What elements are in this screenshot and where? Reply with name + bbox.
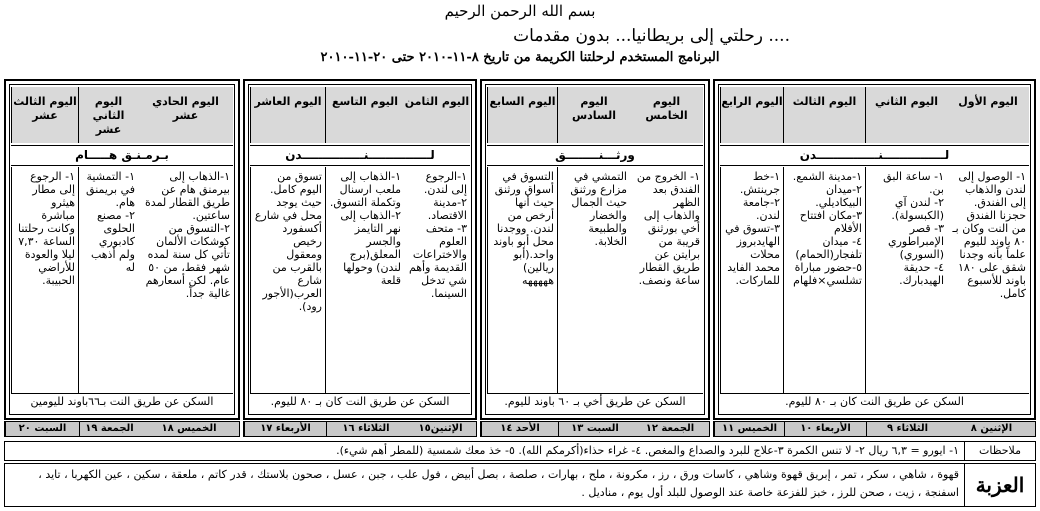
day-plan: ١- ساعة البق بن. ٢- لندن آي (الكبسولة). ٣- قصر الإمبراطوري (السوري) ٤- حديقة الهيدبارك. <box>865 167 947 393</box>
notes-row <box>4 441 1036 461</box>
day-header: اليوم الخامس <box>630 87 703 143</box>
hotel-info: السكن عن طريق النت كان بـ ٨٠ لليوم. <box>720 393 1029 410</box>
notes-text: ١- ايورو = ٦,٣ ريال ٢- لا تنس الكمرة ٣-علاج للبرد والصداع والمغص. ٤- غراء حذاء(أكرمكم الله). ٥- خذ معك شمسية (للمطر أهم شيء). <box>336 444 959 457</box>
day-plan: ١-الرجوع إلى لندن. ٢-مدينة الاقتصاد. ٣- متحف العلوم والاختراعات القديمة وأهم شي تدخل السينما. <box>408 170 467 300</box>
day-header: اليوم الثامن <box>404 87 470 143</box>
hotel-info: السكن عن طريق النت بـ٦٦باوند لليومين <box>11 393 233 410</box>
section-london-2 <box>243 79 477 420</box>
date-cell: الثلاثاء ١٦ <box>326 422 405 436</box>
day-plan: ١-مدينة الشمع. ٢-ميدان البيكاديلي. ٣-مكان افتتاح الأفلام ٤- ميدان تلفجار(الحمام) ٥-حضور مباراة تشلسي×فلهام <box>783 167 865 393</box>
supplies-row <box>4 463 1036 507</box>
hotel-info: السكن عن طريق النت كان بـ ٨٠ لليوم. <box>250 393 470 410</box>
day-header: اليوم التاسع <box>325 87 404 143</box>
dates-row-worthing <box>480 421 710 437</box>
section-worthing <box>480 79 710 420</box>
date-cell: السبت ١٣ <box>558 422 631 436</box>
day-plan: التمشي في مزارع ورثنق حيث الجمال والخضار والطبيعة الخلابة. <box>557 167 630 393</box>
day-header: اليوم السادس <box>557 87 630 143</box>
place-name: ورثـــنــــــــق <box>487 145 703 166</box>
day-plan: تسوق من اليوم كامل. حيث يوجد محل في شارع أكسفورد رخيص ومعقول بالقرب من شارع العرب(الأجور رود). <box>250 167 325 393</box>
day-header: اليوم الأول <box>947 87 1029 143</box>
date-cell: الخميس ١١ <box>714 422 784 436</box>
place-name: لـــــــــــــــنـــــــــــــــدن <box>720 145 1029 166</box>
supplies-text: قهوة ، شاهي ، سكر ، تمر ، إبريق قهوة وشاهي ، كاسات ورق ، رز ، مكرونة ، ملح ، بهارات ، صلصة ، بصل أبيض ، فول علب ، جبن ، عسل ، صحون بلاستك ، قدر كاتم ، ملعقة ، سكين ، عين الكهربا ، تايد ، اسفنجة ، زيت ، صحن للرز ، خبز للفزعة خاصة عند الوصول للبلد أول يوم ، مناديل . <box>38 468 959 499</box>
supplies-label: العزبة <box>964 464 1035 506</box>
section-birmingham <box>4 79 240 420</box>
day-header: اليوم الثالث <box>783 87 865 143</box>
dates-row-london-1 <box>713 421 1036 437</box>
date-cell: الإثنين ٨ <box>970 423 1013 434</box>
day-header: اليوم الثاني عشر <box>78 87 138 143</box>
notes-label: ملاحظات <box>964 442 1035 460</box>
section-london-1 <box>713 79 1036 420</box>
day-plan: التسوق في أسواق ورثنق حيث أنها أرخص من لندن. ووجدنا محل أبو باوند واحد.(أبو ريالين) هههههه <box>487 167 557 393</box>
dates-row-london-2 <box>243 421 477 437</box>
day-header: اليوم الحادي عشر <box>138 87 233 143</box>
dates-row-birmingham <box>4 421 240 437</box>
date-cell: الجمعة ١٩ <box>79 422 139 436</box>
basmala: بسم الله الرحمن الرحيم <box>444 2 596 20</box>
place-name: بـرمـنـق هـــــام <box>11 145 233 166</box>
day-plan: ١- الوصول إلى لندن والذهاب إلى الفندق. حجزنا الفندق من النت وكان بـ ٨٠ باوند لليوم علماً بأنه وجدنا شقق على ١٨٠ باوند للأسبوع كامل. <box>952 170 1026 300</box>
day-header: اليوم العاشر <box>250 87 325 143</box>
date-cell: الأربعاء ١٧ <box>244 422 326 436</box>
day-plan: ١-خط جرينتش. ٢-جامعة لندن. ٣-تسوق في الهايدبروز محلات محمد الفايد للماركات. <box>720 167 783 393</box>
day-header: اليوم الرابع <box>720 87 783 143</box>
date-cell: الجمعة ١٢ <box>645 423 695 434</box>
place-name: لـــــــــــــــنـــــــــــــــدن <box>250 145 470 166</box>
program-title: البرنامج المستخدم لرحلتنا الكريمة من تاريخ ٨-١١-٢٠١٠ حتى ٢٠-١١-٢٠١٠ <box>320 50 720 65</box>
day-header: اليوم السابع <box>487 87 557 143</box>
day-header: اليوم الثالث عشر <box>11 87 78 143</box>
date-cell: الخميس ١٨ <box>161 423 217 434</box>
date-cell: الأربعاء ١٠ <box>784 422 866 436</box>
day-plan: ١-الذهاب إلى ملعب ارسنال وتكملة التسوق. ٢-الذهاب إلى نهر التايمز والجسر المعلق(برج لندن) وحولها قلعة <box>325 167 404 393</box>
date-cell: الإثنين١٥ <box>418 423 463 434</box>
date-cell: السبت ٢٠ <box>5 422 79 436</box>
date-cell: الأحد ١٤ <box>481 422 558 436</box>
day-header: اليوم الثاني <box>865 87 947 143</box>
day-plan: ١- التمشية في بريمنق هام. ٢- مصنع الحلوى كادبوري ولم أذهب له <box>78 167 138 393</box>
day-plan: ١-الذهاب إلى بيرمنق هام عن طريق القطار لمدة ساعتين. ٢-التسوق من كوشكات الألمان تأتي كل سنة لمده شهر فقط، من ٥٠ عام. لكن أسعارهم غالية جداً. <box>145 170 230 300</box>
day-plan: ١- الخروج من الفندق بعد الظهر والذهاب إلى أخي بورثنق قريبة من برايتن عن طريق القطار ساعة ونصف. <box>636 170 700 287</box>
day-plan: ١- الرجوع إلى مطار هيثرو مباشرة وكانت رحلتنا الساعة ٧,٣٠ ليلا والعودة للأراضي الحبيبة. <box>11 167 78 393</box>
trip-title: رحلتي إلى بريطانيا... بدون مقدمات .... <box>513 26 790 46</box>
date-cell: الثلاثاء ٩ <box>866 422 948 436</box>
hotel-info: السكن عن طريق أخي بـ ٦٠ باوند لليوم. <box>487 393 703 410</box>
